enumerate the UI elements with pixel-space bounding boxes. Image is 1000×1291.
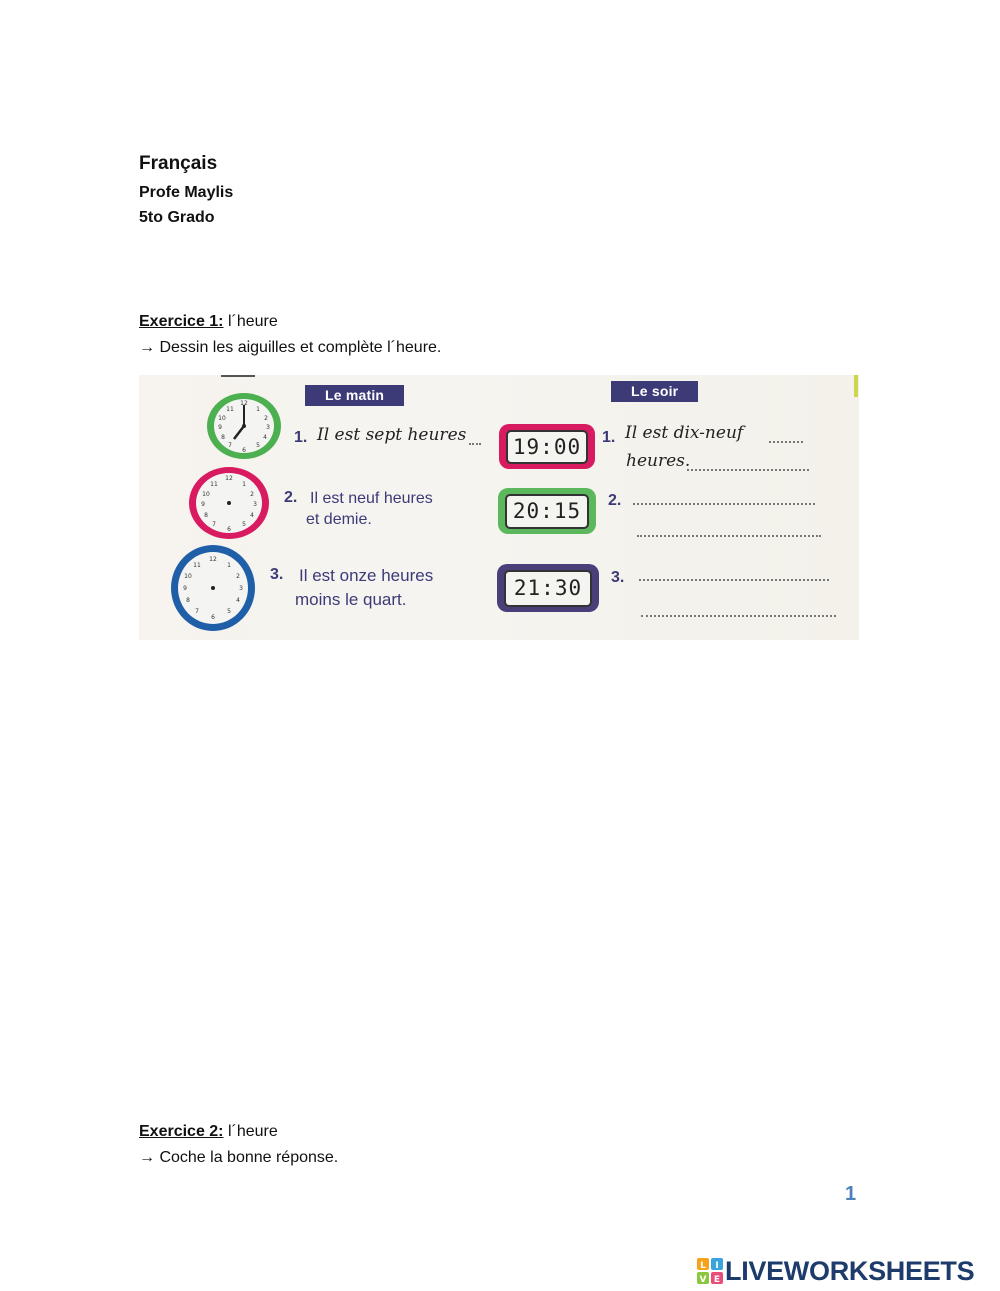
analog-clock-blue bbox=[169, 543, 257, 633]
svg-text:3: 3 bbox=[266, 424, 270, 431]
morning-item3-line1: Il est onze heures bbox=[299, 566, 434, 585]
morning-item3-number: 3. bbox=[270, 566, 284, 583]
morning-item1-handwritten: Il est sept heures bbox=[317, 425, 467, 445]
liveworksheets-logo-icon bbox=[697, 1258, 723, 1284]
morning-item3-line2: moins le quart. bbox=[295, 590, 407, 609]
evening-item1-dots1 bbox=[769, 441, 803, 443]
svg-text:10: 10 bbox=[202, 491, 210, 498]
svg-text:2: 2 bbox=[264, 415, 268, 422]
exercise2-instruction: → Coche la bonne réponse. bbox=[139, 1149, 339, 1166]
exercise1-instruction: → Dessin les aiguilles et complète l´heure. bbox=[139, 339, 442, 356]
svg-text:8: 8 bbox=[221, 434, 225, 441]
svg-text:1: 1 bbox=[227, 562, 231, 569]
svg-text:10: 10 bbox=[218, 415, 226, 422]
subject-title: Français bbox=[139, 153, 218, 174]
evening-item3-answer-line1[interactable] bbox=[639, 579, 829, 581]
svg-text:4: 4 bbox=[263, 434, 267, 441]
digital-clock-2-time: 20:15 bbox=[505, 494, 589, 529]
evening-item2-number: 2. bbox=[608, 492, 622, 509]
digital-clock-3-time: 21:30 bbox=[504, 570, 592, 607]
teacher-name: Profe Maylis bbox=[139, 184, 234, 201]
evening-item1-answer-line1: Il est dix-neuf bbox=[625, 423, 744, 443]
exercise1-title bbox=[139, 313, 278, 331]
svg-text:11: 11 bbox=[193, 562, 201, 569]
svg-text:9: 9 bbox=[218, 424, 222, 431]
svg-text:1: 1 bbox=[242, 481, 246, 488]
exercise1-image bbox=[139, 375, 859, 640]
svg-text:3: 3 bbox=[239, 585, 243, 592]
svg-text:V: V bbox=[699, 1275, 707, 1284]
svg-text:8: 8 bbox=[186, 597, 190, 604]
svg-text:3: 3 bbox=[253, 501, 257, 508]
svg-text:12: 12 bbox=[240, 400, 248, 407]
svg-text:I: I bbox=[715, 1261, 719, 1271]
svg-text:11: 11 bbox=[226, 406, 234, 413]
svg-text:2: 2 bbox=[236, 573, 240, 580]
liveworksheets-logo[interactable] bbox=[697, 1256, 974, 1286]
evening-item1-answer-line2: heures. bbox=[626, 451, 691, 471]
morning-item2-number: 2. bbox=[284, 489, 298, 506]
morning-item1-number: 1. bbox=[294, 429, 308, 446]
exercise1-label: Exercice 1: bbox=[139, 313, 224, 330]
svg-text:7: 7 bbox=[195, 608, 199, 615]
svg-text:9: 9 bbox=[201, 501, 205, 508]
svg-text:6: 6 bbox=[211, 614, 215, 621]
decor-green-edge bbox=[854, 375, 858, 397]
svg-text:E: E bbox=[713, 1275, 721, 1284]
svg-text:L: L bbox=[700, 1261, 706, 1271]
svg-text:5: 5 bbox=[242, 521, 246, 528]
svg-text:4: 4 bbox=[236, 597, 240, 604]
evening-item1-dots2 bbox=[687, 469, 809, 471]
evening-item2-answer-line2[interactable] bbox=[637, 535, 821, 537]
digital-clock-3 bbox=[497, 564, 599, 612]
morning-item2-line2: et demie. bbox=[306, 511, 372, 528]
svg-text:7: 7 bbox=[212, 521, 216, 528]
morning-item1-dots bbox=[469, 443, 481, 445]
liveworksheets-wordmark: LIVEWORKSHEETS bbox=[725, 1255, 975, 1286]
exercise2-label: Exercice 2: bbox=[139, 1123, 224, 1140]
evening-badge: Le soir bbox=[611, 381, 698, 402]
page-number: 1 bbox=[845, 1183, 857, 1205]
evening-item1-number: 1. bbox=[602, 429, 616, 446]
svg-text:10: 10 bbox=[184, 573, 192, 580]
svg-text:12: 12 bbox=[209, 556, 217, 563]
digital-clock-2 bbox=[498, 488, 596, 534]
svg-text:6: 6 bbox=[242, 447, 246, 454]
svg-text:9: 9 bbox=[183, 585, 187, 592]
svg-text:4: 4 bbox=[250, 512, 254, 519]
exercise1-topic: l´heure bbox=[223, 313, 278, 330]
svg-text:7: 7 bbox=[228, 442, 232, 449]
digital-clock-1 bbox=[499, 424, 595, 469]
evening-item3-answer-line2[interactable] bbox=[641, 615, 836, 617]
morning-item2-line1: Il est neuf heures bbox=[310, 490, 433, 507]
svg-text:1: 1 bbox=[256, 406, 260, 413]
svg-text:5: 5 bbox=[256, 442, 260, 449]
analog-clock-pink bbox=[187, 465, 271, 541]
analog-clock-green bbox=[205, 391, 283, 461]
decor-stroke bbox=[221, 375, 255, 377]
evening-item2-answer-line1[interactable] bbox=[633, 503, 815, 505]
grade-label: 5to Grado bbox=[139, 209, 215, 226]
svg-text:6: 6 bbox=[227, 526, 231, 533]
svg-text:5: 5 bbox=[227, 608, 231, 615]
svg-text:2: 2 bbox=[250, 491, 254, 498]
svg-text:11: 11 bbox=[210, 481, 218, 488]
morning-badge: Le matin bbox=[305, 385, 404, 406]
exercise2-topic: l´heure bbox=[223, 1123, 278, 1140]
exercise2-title bbox=[139, 1123, 278, 1141]
svg-text:8: 8 bbox=[204, 512, 208, 519]
digital-clock-1-time: 19:00 bbox=[506, 430, 588, 464]
svg-text:12: 12 bbox=[225, 475, 233, 482]
evening-item3-number: 3. bbox=[611, 569, 625, 586]
